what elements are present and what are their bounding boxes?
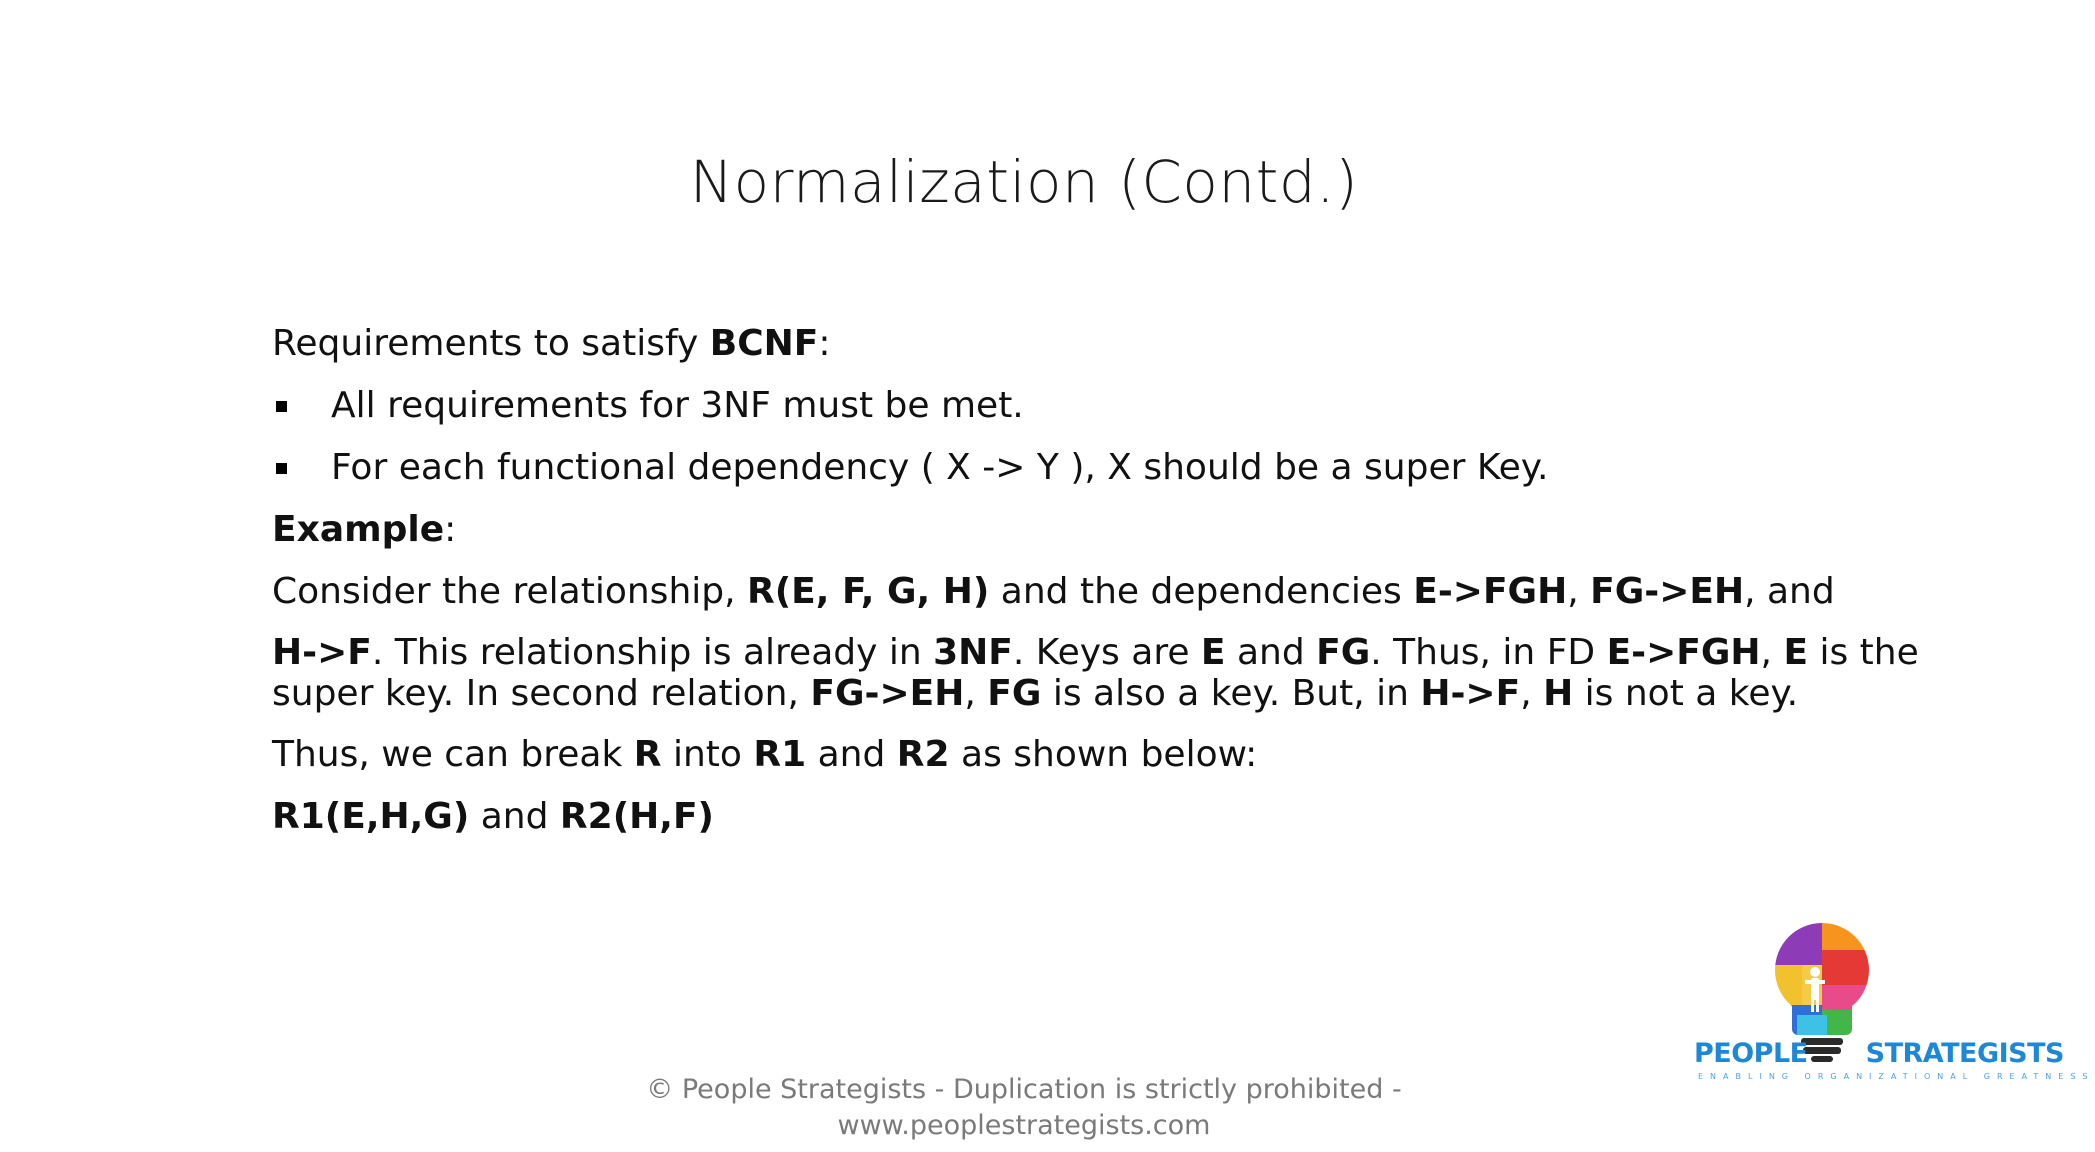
bcnf-intro [272, 322, 1832, 365]
footer-copyright: © People Strategists - Duplication is strictly prohibited - [646, 1074, 1402, 1105]
bold-run: H->F [1420, 673, 1521, 714]
bold-run: FG->EH [1590, 571, 1745, 612]
bullet-text-1: All requirements for 3NF must be met. [331, 385, 1024, 426]
text-run: Thus, we can break [272, 734, 634, 775]
text-run: , [1760, 632, 1784, 673]
text-run: . This relationship is already in [371, 632, 934, 673]
bold-run: E [1200, 632, 1226, 673]
bold-run: R(E, F, G, H) [747, 571, 990, 612]
slide-title: Normalization (Contd.) [689, 148, 1359, 216]
text-run: as shown below: [949, 734, 1258, 775]
text-run: super key. In second relation, [272, 673, 811, 714]
text-run: and [469, 796, 560, 837]
footer-website: www.peoplestrategists.com [837, 1110, 1211, 1141]
logo-wordmark [1694, 1038, 2064, 1069]
bold-run: 3NF [933, 632, 1013, 673]
text-run: , [964, 673, 988, 714]
intro-bcnf: BCNF [709, 323, 819, 364]
bold-run: FG [987, 673, 1042, 714]
intro-suffix: : [818, 323, 831, 364]
bold-run: R2 [896, 734, 950, 775]
text-run: . Keys are [1012, 632, 1201, 673]
text-run: , [1567, 571, 1591, 612]
bold-run: H [1543, 673, 1574, 714]
people-strategists-logo [1690, 920, 2095, 1100]
text-run: Consider the relationship, [272, 571, 747, 612]
text-run: , [1520, 673, 1544, 714]
explain-line-1 [272, 632, 1919, 673]
slide-content [272, 322, 1919, 838]
text-run: is also a key. But, in [1041, 673, 1421, 714]
logo-word-people: PEOPLE [1694, 1038, 1808, 1069]
square-bullet-icon [276, 463, 287, 474]
text-run: and [806, 734, 897, 775]
bold-run: H->F [272, 632, 372, 673]
bold-run: E->FGH [1606, 632, 1761, 673]
bullet-item-2 [272, 446, 1832, 489]
text-run: and [1225, 632, 1317, 673]
bold-run: R [633, 734, 662, 775]
break-line [272, 733, 1832, 776]
text-run: and the dependencies [989, 571, 1414, 612]
bold-run: E->FGH [1413, 571, 1568, 612]
square-bullet-icon [276, 401, 287, 412]
bold-run: R2(H,F) [559, 796, 714, 837]
logo-tagline: ENABLING ORGANIZATIONAL GREATNESS [1698, 1072, 2095, 1081]
consider-line [272, 570, 1835, 613]
example-label: Example [272, 509, 445, 550]
bold-run: R1 [753, 734, 807, 775]
result-line [272, 795, 1832, 838]
text-run: is the [1808, 632, 1919, 673]
bold-run: R1(E,H,G) [272, 796, 470, 837]
bullet-item-1 [272, 384, 1832, 427]
example-heading [272, 508, 1832, 551]
bold-run: FG->EH [810, 673, 965, 714]
bold-run: FG [1316, 632, 1371, 673]
text-run: into [661, 734, 754, 775]
explain-line-2 [272, 673, 1832, 714]
bold-run: E [1783, 632, 1809, 673]
bullet-text-2: For each functional dependency ( X -> Y ), X should be a super Key. [331, 447, 1549, 488]
text-run: , and [1744, 571, 1835, 612]
example-colon: : [444, 509, 457, 550]
text-run: is not a key. [1573, 673, 1799, 714]
text-run: . Thus, in FD [1370, 632, 1607, 673]
logo-word-strategists: STRATEGISTS [1865, 1038, 2064, 1069]
intro-prefix: Requirements to satisfy [272, 323, 710, 364]
